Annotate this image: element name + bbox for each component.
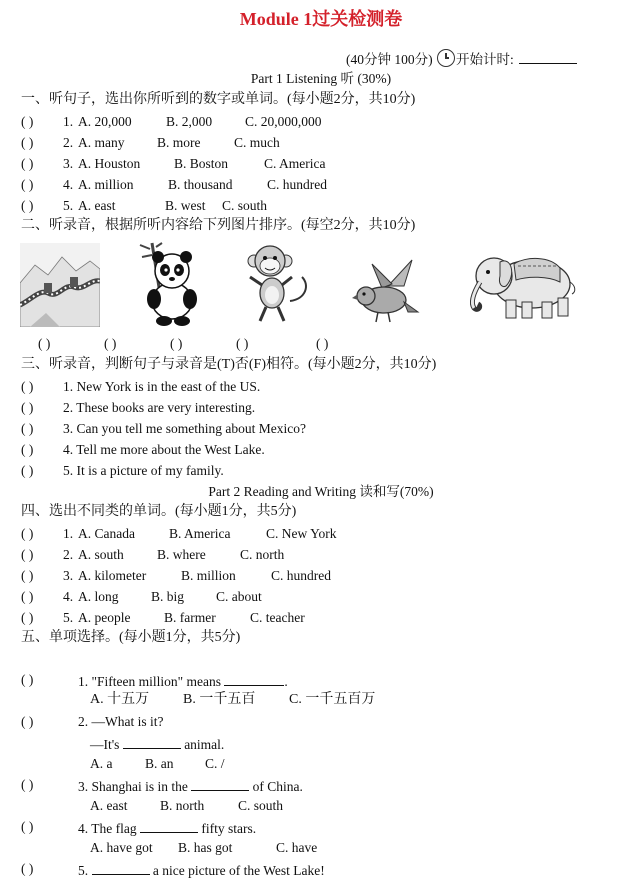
s5-q5-stem-end: a nice picture of the West Lake!	[152, 863, 325, 878]
s1-q3-option-c[interactable]: C. America	[264, 156, 326, 171]
s4-q2-option-a[interactable]: A. south	[78, 547, 124, 562]
section3-heading: 三、听录音，判断句子与录音是(T)否(F)相符。(每小题2分，共10分)	[21, 357, 437, 372]
s5-q3-option-b[interactable]: B. north	[160, 798, 205, 813]
answer-paren[interactable]: ( )	[21, 819, 34, 834]
s1-q3-option-b[interactable]: B. Boston	[174, 156, 229, 171]
s4-q4-option-a[interactable]: A. long	[78, 589, 119, 604]
s4-q1-number: 1.	[63, 526, 74, 541]
section1-heading: 一、听句子，选出你所听到的数字或单词。(每小题2分，共10分)	[21, 92, 416, 107]
answer-paren[interactable]: ( )	[21, 114, 34, 129]
s4-q1-option-c[interactable]: C. New York	[266, 526, 337, 541]
s1-q5-number: 5.	[63, 198, 74, 213]
time-score: (40分钟 100分)	[346, 52, 433, 67]
s1-q1-option-b[interactable]: B. 2,000	[166, 114, 213, 129]
s1-q4-number: 4.	[63, 177, 74, 192]
s4-q5-number: 5.	[63, 610, 74, 625]
answer-paren[interactable]: ( )	[21, 156, 34, 171]
s1-q2-option-c[interactable]: C. much	[234, 135, 280, 150]
fill-blank[interactable]	[191, 778, 249, 791]
answer-paren[interactable]: ( )	[21, 526, 34, 541]
picture-order-blank-1[interactable]: ( )	[38, 336, 51, 351]
s3-statement-4: 4. Tell me more about the West Lake.	[63, 442, 265, 457]
monkey-picture	[244, 241, 314, 327]
s1-q1-option-c[interactable]: C. 20,000,000	[245, 114, 322, 129]
s5-q4-stem-text: 4. The flag	[78, 821, 137, 836]
answer-paren[interactable]: ( )	[21, 442, 34, 457]
s4-q5-option-b[interactable]: B. farmer	[164, 610, 216, 625]
s5-q4-option-a[interactable]: A. have got	[90, 840, 153, 855]
answer-paren[interactable]: ( )	[21, 421, 34, 436]
time-info	[346, 49, 577, 67]
s1-q1-number: 1.	[63, 114, 74, 129]
s1-q4-option-b[interactable]: B. thousand	[168, 177, 233, 192]
s3-statement-1: 1. New York is in the east of the US.	[63, 379, 261, 394]
s5-q3-stem-text: 3. Shanghai is in the	[78, 779, 188, 794]
s1-q4-option-c[interactable]: C. hundred	[267, 177, 327, 192]
s4-q4-option-c[interactable]: C. about	[216, 589, 262, 604]
s5-q3-stem-end: of China.	[252, 779, 303, 794]
answer-paren[interactable]: ( )	[21, 547, 34, 562]
s1-q3-number: 3.	[63, 156, 74, 171]
answer-paren[interactable]: ( )	[21, 610, 34, 625]
answer-paren[interactable]: ( )	[21, 589, 34, 604]
answer-paren[interactable]: ( )	[21, 777, 34, 792]
s4-q3-option-a[interactable]: A. kilometer	[78, 568, 147, 583]
s5-q1-option-a[interactable]: A. 十五万	[90, 692, 150, 707]
s4-q1-option-b[interactable]: B. America	[169, 526, 231, 541]
page-title: Module 1过关检测卷	[239, 9, 403, 29]
start-time-blank[interactable]	[519, 51, 577, 64]
s5-q2-line2	[90, 736, 224, 752]
s3-statement-2: 2. These books are very interesting.	[63, 400, 256, 415]
s1-q5-option-a[interactable]: A. east	[78, 198, 116, 213]
answer-paren[interactable]: ( )	[21, 400, 34, 415]
answer-paren[interactable]: ( )	[21, 177, 34, 192]
s4-q3-option-b[interactable]: B. million	[181, 568, 236, 583]
s4-q3-number: 3.	[63, 568, 74, 583]
s5-q3-option-c[interactable]: C. south	[238, 798, 284, 813]
answer-paren[interactable]: ( )	[21, 135, 34, 150]
s3-statement-5: 5. It is a picture of my family.	[63, 463, 224, 478]
picture-order-blank-2[interactable]: ( )	[104, 336, 117, 351]
section4-heading: 四、选出不同类的单词。(每小题1分，共5分)	[21, 504, 297, 519]
s4-q1-option-a[interactable]: A. Canada	[78, 526, 135, 541]
s5-q2-stem: 2. —What is it?	[78, 714, 164, 729]
s5-q1-stem-end: .	[284, 674, 288, 689]
s5-q5-stem	[78, 862, 325, 878]
s1-q1-option-a[interactable]: A. 20,000	[78, 114, 132, 129]
s5-q1-stem	[78, 673, 288, 689]
part1-heading: Part 1 Listening 听 (30%)	[250, 71, 392, 86]
s4-q2-option-c[interactable]: C. north	[240, 547, 285, 562]
s5-q2-line2-end: animal.	[184, 737, 225, 752]
answer-paren[interactable]: ( )	[21, 198, 34, 213]
s5-q4-option-b[interactable]: B. has got	[178, 840, 233, 855]
s5-q4-stem-end: fifty stars.	[201, 821, 257, 836]
s5-q5-stem-text: 5.	[78, 863, 89, 878]
panda-picture	[134, 241, 200, 327]
s5-q1-option-b[interactable]: B. 一千五百	[183, 692, 256, 707]
answer-paren[interactable]: ( )	[21, 463, 34, 478]
elephant-picture	[464, 246, 578, 324]
fill-blank[interactable]	[140, 820, 198, 833]
s4-q5-option-c[interactable]: C. teacher	[250, 610, 305, 625]
answer-paren[interactable]: ( )	[21, 379, 34, 394]
s5-q2-option-a[interactable]: A. a	[90, 756, 113, 771]
s5-q2-option-c[interactable]: C. /	[205, 756, 225, 771]
s4-q3-option-c[interactable]: C. hundred	[271, 568, 331, 583]
s4-q4-number: 4.	[63, 589, 74, 604]
s5-q1-stem-text: 1. "Fifteen million" means	[78, 674, 222, 689]
s1-q2-number: 2.	[63, 135, 74, 150]
s1-q5-option-b[interactable]: B. west	[165, 198, 206, 213]
s1-q2-option-a[interactable]: A. many	[78, 135, 125, 150]
section2-heading: 二、听录音，根据所听内容给下列图片排序。(每空2分，共10分)	[21, 218, 416, 233]
great-wall-picture	[20, 243, 100, 327]
part2-heading: Part 2 Reading and Writing 读和写(70%)	[208, 484, 434, 499]
s5-q4-option-c[interactable]: C. have	[276, 840, 318, 855]
bird-picture	[352, 256, 420, 326]
s4-q2-number: 2.	[63, 547, 74, 562]
s1-q3-option-a[interactable]: A. Houston	[78, 156, 141, 171]
s1-q2-option-b[interactable]: B. more	[157, 135, 201, 150]
clock-icon	[437, 49, 455, 67]
start-label: 开始计时:	[456, 52, 514, 67]
picture-order-blank-5[interactable]: ( )	[316, 336, 329, 351]
answer-paren[interactable]: ( )	[21, 714, 34, 729]
answer-paren[interactable]: ( )	[21, 568, 34, 583]
s4-q5-option-a[interactable]: A. people	[78, 610, 131, 625]
s5-q3-stem	[78, 778, 303, 794]
answer-paren[interactable]: ( )	[21, 861, 34, 876]
s5-q3-option-a[interactable]: A. east	[90, 798, 128, 813]
picture-order-blank-3[interactable]: ( )	[170, 336, 183, 351]
fill-blank[interactable]	[224, 673, 284, 686]
s5-q1-option-c[interactable]: C. 一千五百万	[289, 692, 376, 707]
s5-q2-option-b[interactable]: B. an	[145, 756, 174, 771]
fill-blank[interactable]	[92, 862, 150, 875]
s1-q5-option-c[interactable]: C. south	[222, 198, 268, 213]
answer-paren[interactable]: ( )	[21, 672, 34, 687]
s1-q4-option-a[interactable]: A. million	[78, 177, 134, 192]
s3-statement-3: 3. Can you tell me something about Mexico?	[63, 421, 306, 436]
fill-blank[interactable]	[123, 736, 181, 749]
section5-heading: 五、单项选择。(每小题1分，共5分)	[21, 630, 241, 645]
picture-order-blank-4[interactable]: ( )	[236, 336, 249, 351]
s5-q2-line2-text: —It's	[90, 737, 120, 752]
s4-q2-option-b[interactable]: B. where	[157, 547, 206, 562]
s5-q4-stem	[78, 820, 256, 836]
s4-q4-option-b[interactable]: B. big	[151, 589, 185, 604]
